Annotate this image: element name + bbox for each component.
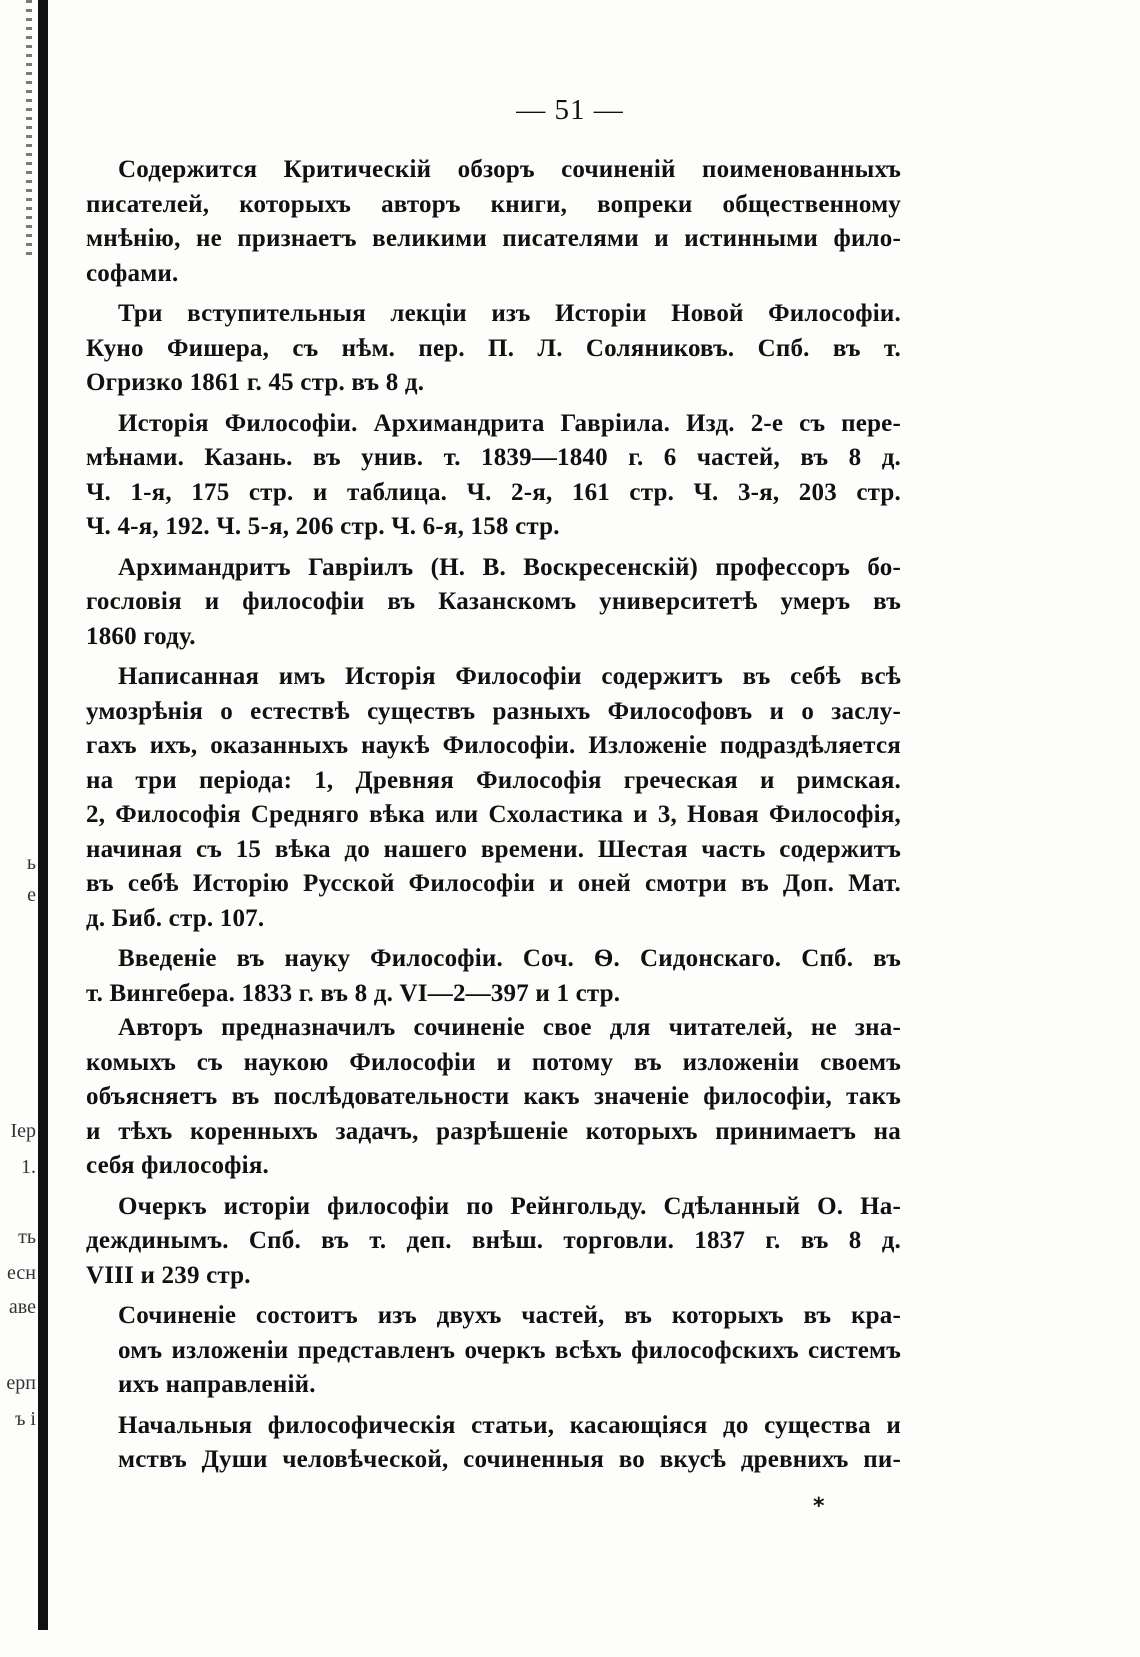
text-line: въ себѣ Исторію Русской Философіи и оней смотри въ Доп. Мат. — [86, 870, 901, 897]
text-line: Куно Фишера, съ нѣм. пер. П. Л. Соляниковъ. Спб. въ т. — [86, 334, 901, 362]
text-line: Начальныя философическія статьи, касающіяся до существа и — [118, 1411, 901, 1439]
margin-bleed-text: Іер — [10, 1120, 36, 1142]
margin-bleed-text: ь — [26, 852, 36, 874]
text-line: Сочиненіе состоитъ изъ двухъ частей, въ которыхъ въ кра- — [118, 1302, 901, 1329]
text-line: Архимандритъ Гавріилъ (Н. В. Воскресенскій) профессоръ бо- — [118, 553, 901, 581]
text-line: объясняетъ въ послѣдовательности какъ значеніе философіи, такъ — [86, 1083, 901, 1110]
text-line: ихъ направленій. — [118, 1371, 316, 1398]
margin-bleed-text: ть — [18, 1226, 36, 1248]
margin-bleed-text: есн — [7, 1262, 36, 1284]
text-line: себя философія. — [86, 1152, 269, 1179]
text-line: Ч. 4-я, 192. Ч. 5-я, 206 стр. Ч. 6-я, 158 стр. — [86, 513, 560, 540]
body-text — [86, 153, 901, 1478]
text-line: деждинымъ. Спб. въ т. деп. внѣш. торговли. 1837 г. въ 8 д. — [86, 1227, 901, 1254]
text-line: Содержится Критическій обзоръ сочиненій поименованныхъ — [118, 156, 901, 183]
text-line: Три вступительныя лекціи изъ Исторіи Новой Философіи. — [118, 300, 901, 327]
margin-bleed-text: ъ і — [15, 1408, 36, 1430]
text-line: на три періода: 1, Древняя Философія греческая и римская. — [86, 766, 901, 794]
footer-asterisk: * — [813, 1494, 825, 1519]
text-line: Очеркъ исторіи философіи по Рейнгольду. Сдѣланный О. На- — [118, 1192, 901, 1220]
text-line: VIII и 239 стр. — [86, 1261, 251, 1289]
text-line: д. Биб. стр. 107. — [86, 904, 265, 932]
text-line: Введеніе въ науку Философіи. Соч. Ѳ. Сидонскаго. Спб. въ — [118, 945, 901, 972]
text-line: Огризко 1861 г. 45 стр. въ 8 д. — [86, 369, 425, 396]
margin-bleed-text: 1. — [21, 1156, 36, 1178]
text-line: Авторъ предназначилъ сочиненіе свое для читателей, не зна- — [118, 1014, 901, 1041]
text-line: Написанная имъ Исторія Философіи содержитъ въ себѣ всѣ — [118, 663, 901, 690]
text-line: мѣнами. Казань. въ унив. т. 1839—1840 г. 6 частей, въ 8 д. — [86, 444, 901, 471]
text-line: 1860 году. — [86, 622, 196, 650]
text-line: начиная съ 15 вѣка до нашего времени. Шестая часть содержитъ — [86, 835, 901, 863]
binding-edge — [38, 0, 48, 1630]
text-line: мнѣнію, не признаетъ великими писателями и истинными фило- — [86, 225, 901, 252]
text-line: 2, Философія Средняго вѣка или Схоластика и 3, Новая Философія, — [86, 801, 901, 828]
text-line: умозрѣнія о естествѣ существъ разныхъ Философовъ и о заслу- — [86, 697, 901, 725]
margin-bleed-text: ерп — [6, 1372, 36, 1394]
text-line: омъ изложеніи представленъ очеркъ всѣхъ философскихъ системъ — [118, 1336, 901, 1364]
text-line: гахъ ихъ, оказанныхъ наукѣ Философіи. Изложеніе подраздѣляется — [86, 732, 901, 759]
text-line: Ч. 1-я, 175 стр. и таблица. Ч. 2-я, 161 стр. Ч. 3-я, 203 стр. — [86, 478, 901, 506]
text-line: комыхъ съ наукою Философіи и потому въ изложеніи своемъ — [86, 1048, 901, 1076]
text-line: т. Вингебера. 1833 г. въ 8 д. VI—2—397 и 1 стр. — [86, 979, 621, 1007]
text-line: писателей, которыхъ авторъ книги, вопреки общественному — [86, 190, 901, 218]
page-number: — 51 — — [516, 94, 624, 126]
margin-bleed-text: аве — [8, 1296, 36, 1318]
text-line: гословія и философіи въ Казанскомъ университетѣ умеръ въ — [86, 588, 901, 615]
margin-bleed-text: е — [27, 884, 36, 906]
text-line: софами. — [86, 259, 179, 287]
text-line: мствъ Души человѣческой, сочиненныя во вкусѣ древнихъ пи- — [118, 1446, 901, 1473]
text-line: и тѣхъ коренныхъ задачъ, разрѣшеніе которыхъ принимаетъ на — [86, 1117, 901, 1145]
text-line: Исторія Философіи. Архимандрита Гавріила. Изд. 2-е съ пере- — [118, 409, 901, 437]
